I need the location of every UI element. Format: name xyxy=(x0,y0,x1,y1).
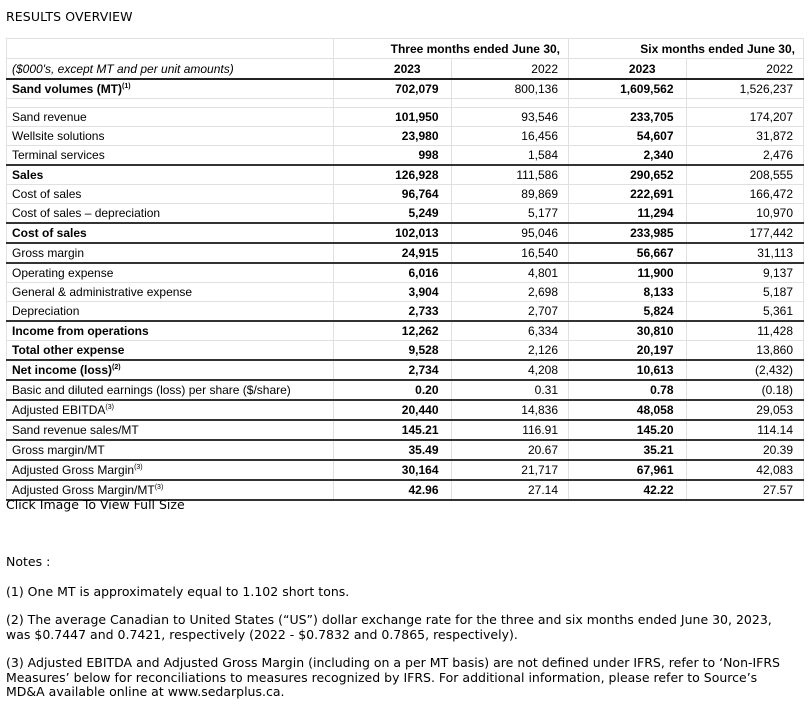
row-value: 114.14 xyxy=(686,420,804,440)
row-value: 56,667 xyxy=(569,243,687,263)
row-label xyxy=(7,146,334,166)
notes-heading: Notes : xyxy=(6,554,51,569)
table-row xyxy=(7,204,804,224)
row-value: 27.57 xyxy=(686,480,804,500)
row-value: 16,456 xyxy=(451,127,569,146)
row-label-text: Adjusted Gross Margin xyxy=(12,463,135,477)
row-value: 35.21 xyxy=(569,440,687,460)
note-3: (3) Adjusted EBITDA and Adjusted Gross Margin (including on a per MT basis) are not defined under IFRS, refer to ‘Non-IFRS Measures’ below for reconciliations to measures recognized by IFRS. For additional information, please refer to Source’s MD&A available online at www.sedarplus.ca. xyxy=(6,655,780,699)
row-value: 102,013 xyxy=(334,223,452,243)
row-value: 24,915 xyxy=(334,243,452,263)
row-value: 21,717 xyxy=(451,460,569,480)
row-value: 2,340 xyxy=(569,146,687,166)
empty-header-cell xyxy=(7,39,334,59)
row-value: 20.39 xyxy=(686,440,804,460)
table-row xyxy=(7,108,804,127)
row-value: 29,053 xyxy=(686,400,804,420)
row-label-text: Terminal services xyxy=(12,148,105,162)
note-1: (1) One MT is approximately equal to 1.102 short tons. xyxy=(6,583,350,599)
row-value: 35.49 xyxy=(334,440,452,460)
row-value: 42.96 xyxy=(334,480,452,500)
row-value: 95,046 xyxy=(451,223,569,243)
table-row xyxy=(7,440,804,460)
row-value: 48,058 xyxy=(569,400,687,420)
row-value: 4,208 xyxy=(451,360,569,380)
row-label-text: Basic and diluted earnings (loss) per share ($/share) xyxy=(12,383,291,397)
row-value: 0.31 xyxy=(451,380,569,400)
results-table-image[interactable] xyxy=(6,38,803,501)
row-value: 20.67 xyxy=(451,440,569,460)
table-row xyxy=(7,302,804,322)
year-header-row xyxy=(7,59,804,80)
row-value: 2,126 xyxy=(451,341,569,361)
row-label xyxy=(7,420,334,440)
row-label-text: Wellsite solutions xyxy=(12,129,105,143)
row-label xyxy=(7,223,334,243)
spacer-cell xyxy=(451,99,569,108)
row-value: 20,197 xyxy=(569,341,687,361)
row-label-text: Cost of sales xyxy=(12,226,87,240)
row-value: 166,472 xyxy=(686,185,804,204)
row-value: 6,016 xyxy=(334,263,452,283)
row-label-text: Sales xyxy=(12,168,44,182)
row-label xyxy=(7,460,334,480)
row-value: 30,164 xyxy=(334,460,452,480)
row-value: 2,707 xyxy=(451,302,569,322)
results-overview-table xyxy=(6,38,804,501)
row-value: 1,526,237 xyxy=(686,79,804,99)
year-header-q-2023: 2023 xyxy=(334,59,452,80)
row-label-text: Net income (loss) xyxy=(12,363,113,377)
row-value: 5,361 xyxy=(686,302,804,322)
row-label xyxy=(7,243,334,263)
table-row xyxy=(7,341,804,361)
row-label-text: Total other expense xyxy=(12,343,125,357)
row-label xyxy=(7,360,334,380)
row-value: 14,836 xyxy=(451,400,569,420)
table-row xyxy=(7,420,804,440)
row-value: 800,136 xyxy=(451,79,569,99)
row-value: 4,801 xyxy=(451,263,569,283)
section-title: RESULTS OVERVIEW xyxy=(6,9,133,24)
table-row xyxy=(7,263,804,283)
footnote-ref: (3) xyxy=(134,464,143,471)
year-header-ytd-2022: 2022 xyxy=(686,59,804,80)
row-value: 0.20 xyxy=(334,380,452,400)
row-value: 11,428 xyxy=(686,321,804,341)
row-value: 42,083 xyxy=(686,460,804,480)
table-row xyxy=(7,79,804,99)
year-header-q-2022: 2022 xyxy=(451,59,569,80)
row-value: 10,613 xyxy=(569,360,687,380)
period-header-row xyxy=(7,39,804,59)
row-value: 89,869 xyxy=(451,185,569,204)
row-value: 0.78 xyxy=(569,380,687,400)
table-row xyxy=(7,380,804,400)
row-label xyxy=(7,165,334,185)
row-value: 96,764 xyxy=(334,185,452,204)
footnote-ref: (2) xyxy=(112,364,121,371)
row-value: 31,872 xyxy=(686,127,804,146)
row-value: 177,442 xyxy=(686,223,804,243)
row-value: 1,609,562 xyxy=(569,79,687,99)
notes-section xyxy=(6,555,796,714)
footnote-ref: (1) xyxy=(122,83,131,90)
footnote-ref: (3) xyxy=(154,484,164,491)
row-value: 30,810 xyxy=(569,321,687,341)
view-full-size-caption[interactable]: Click Image To View Full Size xyxy=(6,497,185,512)
row-value: 54,607 xyxy=(569,127,687,146)
table-row xyxy=(7,460,804,480)
table-row xyxy=(7,400,804,420)
row-value: 222,691 xyxy=(569,185,687,204)
row-value: 5,824 xyxy=(569,302,687,322)
row-value: 702,079 xyxy=(334,79,452,99)
row-value: 5,187 xyxy=(686,283,804,302)
row-value: 23,980 xyxy=(334,127,452,146)
row-label-text: Adjusted EBITDA xyxy=(12,403,106,417)
row-value: 1,584 xyxy=(451,146,569,166)
row-label xyxy=(7,204,334,224)
row-label-text: Sand revenue xyxy=(12,110,87,124)
spacer-cell xyxy=(569,99,687,108)
row-value: 208,555 xyxy=(686,165,804,185)
row-value: 12,262 xyxy=(334,321,452,341)
row-label xyxy=(7,380,334,400)
row-value: 116.91 xyxy=(451,420,569,440)
row-label xyxy=(7,341,334,361)
row-value: 10,970 xyxy=(686,204,804,224)
row-value: 111,586 xyxy=(451,165,569,185)
row-label-text: Operating expense xyxy=(12,266,114,280)
row-label xyxy=(7,302,334,322)
row-value: 6,334 xyxy=(451,321,569,341)
three-months-header: Three months ended June 30, xyxy=(334,39,569,59)
row-value: 2,733 xyxy=(334,302,452,322)
table-row xyxy=(7,360,804,380)
row-value: 11,900 xyxy=(569,263,687,283)
table-row xyxy=(7,223,804,243)
row-value: 20,440 xyxy=(334,400,452,420)
spacer-row xyxy=(7,99,804,108)
row-label xyxy=(7,108,334,127)
spacer-cell xyxy=(334,99,452,108)
row-label-text: Income from operations xyxy=(12,324,149,338)
row-value: 101,950 xyxy=(334,108,452,127)
row-value: 31,113 xyxy=(686,243,804,263)
row-label xyxy=(7,440,334,460)
row-label-text: Cost of sales – depreciation xyxy=(12,206,161,220)
spacer-cell xyxy=(686,99,804,108)
row-value: 126,928 xyxy=(334,165,452,185)
note-2: (2) The average Canadian to United States (“US”) dollar exchange rate for the three and six months ended June 30, 2023, was $0.7447 and 0.7421, respectively (2022 - $0.7832 and 0.7865, respectively). xyxy=(6,612,772,642)
row-value: (2,432) xyxy=(686,360,804,380)
row-value: 145.20 xyxy=(569,420,687,440)
row-label-text: General & administrative expense xyxy=(12,285,193,299)
footnote-ref: (3) xyxy=(105,404,114,411)
row-label-text: Sand volumes (MT) xyxy=(12,82,123,96)
row-label-text: Sand revenue sales/MT xyxy=(12,423,139,437)
row-value: 67,961 xyxy=(569,460,687,480)
row-label xyxy=(7,263,334,283)
row-value: 42.22 xyxy=(569,480,687,500)
row-value: 233,985 xyxy=(569,223,687,243)
row-value: 16,540 xyxy=(451,243,569,263)
row-value: 27.14 xyxy=(451,480,569,500)
row-label-text: Gross margin xyxy=(12,246,85,260)
row-value: 11,294 xyxy=(569,204,687,224)
table-row xyxy=(7,127,804,146)
row-label-text: Gross margin/MT xyxy=(12,443,105,457)
row-value: 2,698 xyxy=(451,283,569,302)
table-row xyxy=(7,243,804,263)
row-label xyxy=(7,185,334,204)
year-header-ytd-2023: 2023 xyxy=(569,59,687,80)
row-value: 5,249 xyxy=(334,204,452,224)
row-value: 290,652 xyxy=(569,165,687,185)
units-label: ($000's, except MT and per unit amounts) xyxy=(7,59,334,80)
table-row xyxy=(7,185,804,204)
row-value: 13,860 xyxy=(686,341,804,361)
row-value: 3,904 xyxy=(334,283,452,302)
table-row xyxy=(7,321,804,341)
spacer-cell xyxy=(7,99,334,108)
row-label xyxy=(7,283,334,302)
row-label xyxy=(7,321,334,341)
row-label xyxy=(7,400,334,420)
row-value: 233,705 xyxy=(569,108,687,127)
row-value: 2,734 xyxy=(334,360,452,380)
row-label xyxy=(7,127,334,146)
table-row xyxy=(7,283,804,302)
row-label xyxy=(7,79,334,99)
table-row xyxy=(7,146,804,166)
row-value: 2,476 xyxy=(686,146,804,166)
row-value: 998 xyxy=(334,146,452,166)
row-value: 5,177 xyxy=(451,204,569,224)
row-value: 9,137 xyxy=(686,263,804,283)
row-value: 145.21 xyxy=(334,420,452,440)
row-value: (0.18) xyxy=(686,380,804,400)
row-value: 174,207 xyxy=(686,108,804,127)
row-value: 93,546 xyxy=(451,108,569,127)
row-label-text: Adjusted Gross Margin/MT xyxy=(12,483,155,497)
row-value: 8,133 xyxy=(569,283,687,302)
row-label-text: Cost of sales xyxy=(12,187,82,201)
row-label-text: Depreciation xyxy=(12,304,80,318)
table-row xyxy=(7,165,804,185)
row-value: 9,528 xyxy=(334,341,452,361)
six-months-header: Six months ended June 30, xyxy=(569,39,804,59)
